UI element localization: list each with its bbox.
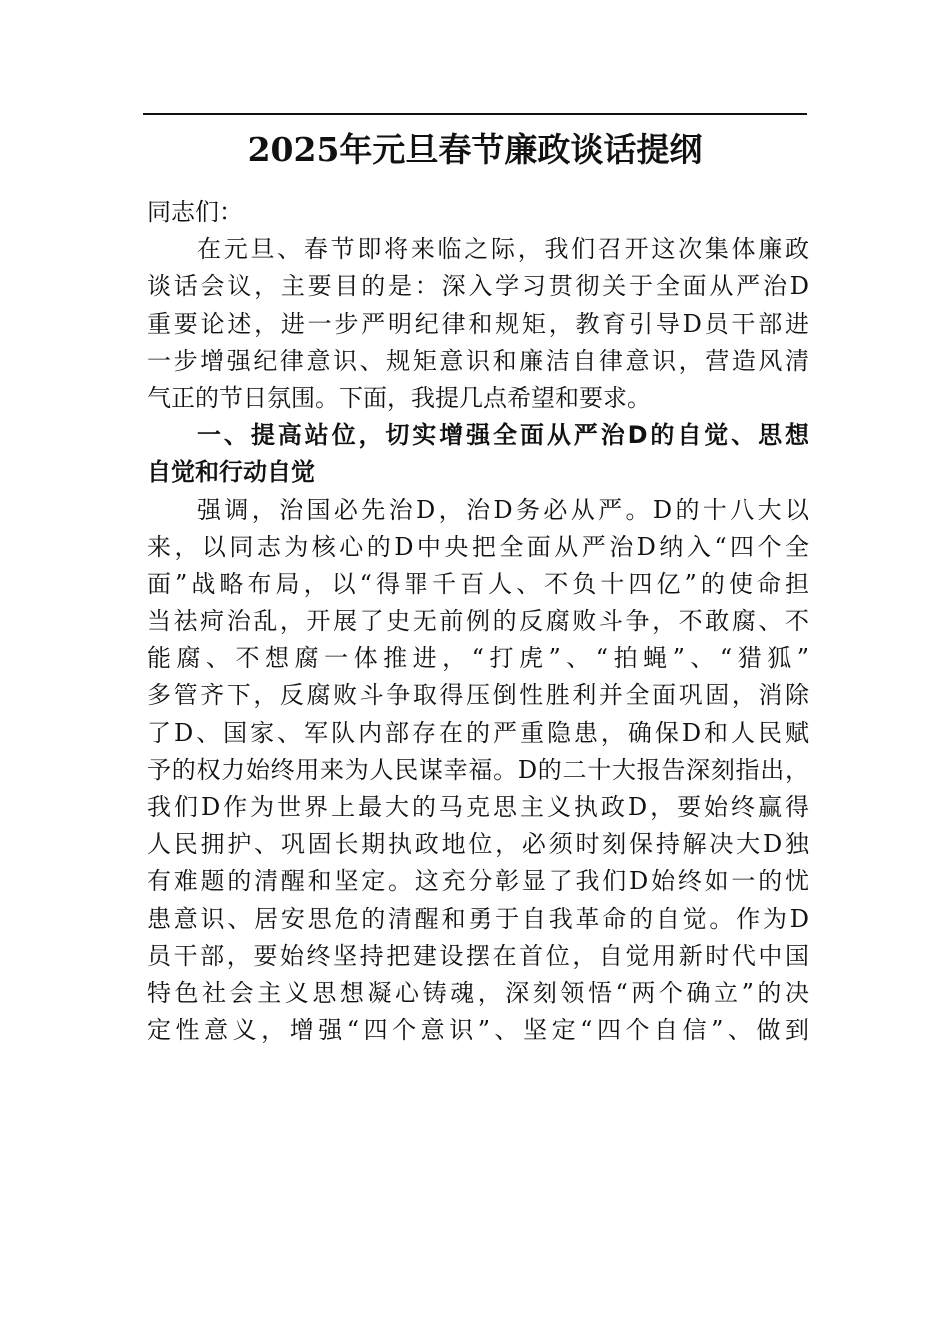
paragraph-line: 气正的节日氛围。下面，我提几点希望和要求。 xyxy=(147,383,651,412)
paragraph-line: 我们D作为世界上最大的马克思主义执政D，要始终赢得 xyxy=(147,793,809,821)
paragraph-line: 多管齐下，反腐败斗争取得压倒性胜利并全面巩固，消除 xyxy=(147,681,809,710)
salutation: 同志们： xyxy=(147,198,243,226)
paragraph-line: 员干部，要始终坚持把建设摆在首位，自觉用新时代中国 xyxy=(147,941,809,970)
paragraph-line: 来，以同志为核心的D中央把全面从严治D纳入“四个全 xyxy=(147,532,809,561)
document-body xyxy=(147,194,809,1049)
paragraph-line: 特色社会主义思想凝心铸魂，深刻领悟“两个确立”的决 xyxy=(147,978,809,1007)
paragraph-line: 人民拥护、巩固长期执政地位，必须时刻保持解决大D独 xyxy=(147,830,809,859)
paragraph-line: 能腐、不想腐一体推进，“打虎”、“拍蝇”、“猎狐” xyxy=(147,644,809,673)
document-title: 2025年元旦春节廉政谈话提纲 xyxy=(247,130,703,169)
paragraph-line: 予的权力始终用来为人民谋幸福。D的二十大报告深刻指出， xyxy=(147,755,809,784)
paragraph-line: 谈话会议，主要目的是：深入学习贯彻关于全面从严治D xyxy=(147,272,809,301)
paragraph-line: 重要论述，进一步严明纪律和规矩，教育引导D员干部进 xyxy=(147,309,809,338)
paragraph-line: 一步增强纪律意识、规矩意识和廉洁自律意识，营造风清 xyxy=(147,346,809,375)
paragraph-line: 了D、国家、军队内部存在的严重隐患，确保D和人民赋 xyxy=(147,718,809,747)
paragraph-line: 当祛疴治乱，开展了史无前例的反腐败斗争，不敢腐、不 xyxy=(147,607,809,636)
section-heading-line: 自觉和行动自觉 xyxy=(147,458,315,487)
body-lines xyxy=(147,231,809,1049)
paragraph-line: 定性意义，增强“四个意识”、坚定“四个自信”、做到 xyxy=(147,1016,809,1045)
section-heading-line: 一、提高站位，切实增强全面从严治D的自觉、思想 xyxy=(197,421,809,450)
header-rule xyxy=(143,113,807,115)
paragraph-line: 面”战略布局，以“得罪千百人、不负十四亿”的使命担 xyxy=(147,569,809,598)
paragraph-line: 有难题的清醒和坚定。这充分彰显了我们D始终如一的忧 xyxy=(147,867,809,896)
paragraph-line: 患意识、居安思危的清醒和勇于自我革命的自觉。作为D xyxy=(147,904,809,933)
paragraph-line: 强调，治国必先治D，治D务必从严。D的十八大以 xyxy=(197,495,809,524)
paragraph-line: 在元旦、春节即将来临之际，我们召开这次集体廉政 xyxy=(197,235,809,264)
